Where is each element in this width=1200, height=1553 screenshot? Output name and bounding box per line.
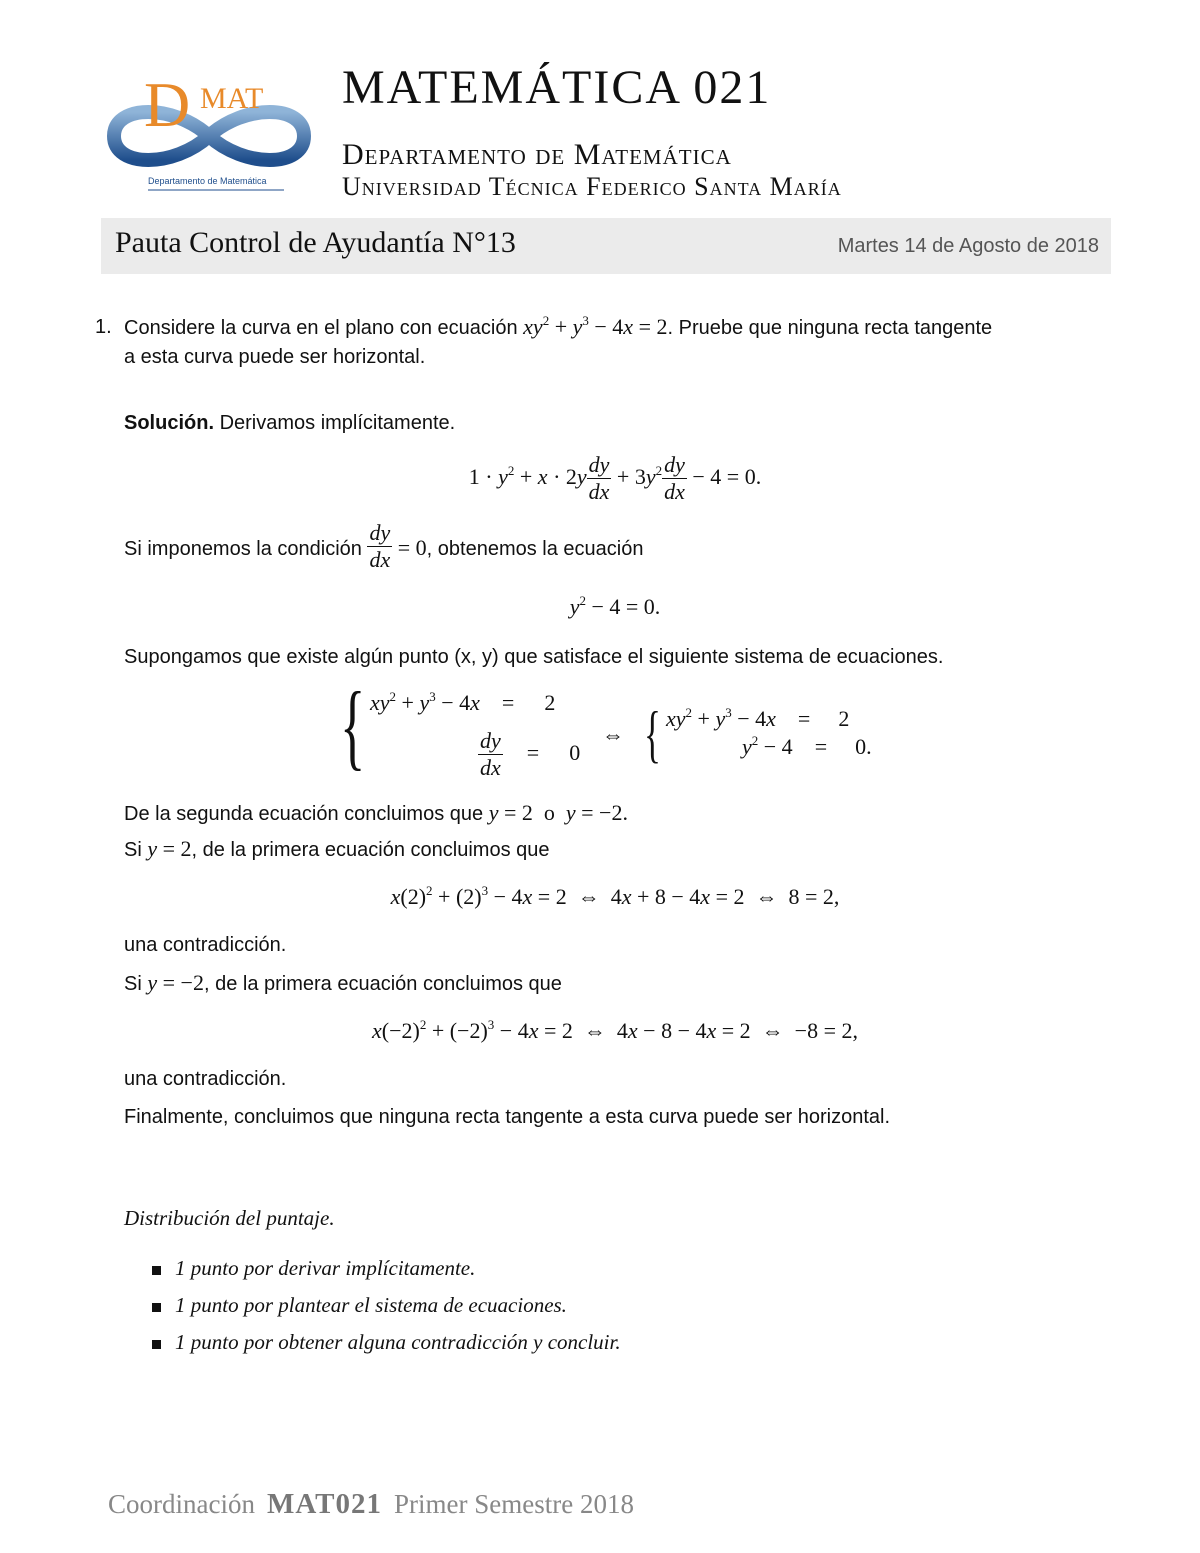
solution-label: Solución. xyxy=(124,412,214,434)
equation-system xyxy=(340,672,940,784)
document-title: Pauta Control de Ayudantía N°13 xyxy=(115,226,516,259)
condition-text-a: Si imponemos la condición xyxy=(124,537,362,560)
statement-text-a: Considere la curva en el plano con ecuación xyxy=(124,317,518,339)
problem-number: 1. xyxy=(95,316,112,338)
scoring-list xyxy=(152,1256,621,1367)
curve-equation: $xy^2 + y^3 - 4x = 2$ xyxy=(523,313,668,339)
case1-text-b: , de la primera ecuación concluimos que xyxy=(191,839,550,861)
suppose-text: Supongamos que existe algún punto (x, y) que satisface el siguiente sistema de ecuaciones. xyxy=(124,646,944,668)
course-title: MATEMÁTICA 021 xyxy=(342,61,772,114)
system2-eq1: $xy^2 + y^3 - 4x = 2$ xyxy=(666,705,850,731)
footer-course-code: MAT021 xyxy=(266,1488,382,1520)
case2-text-a: Si xyxy=(124,973,142,995)
statement-line2: a esta curva puede ser horizontal. xyxy=(124,346,426,368)
left-brace: { xyxy=(340,672,366,779)
bullet-icon xyxy=(152,1340,161,1349)
footer xyxy=(108,1488,634,1521)
right-brace: { xyxy=(644,698,661,769)
condition-text-b: , obtenemos la ecuación xyxy=(426,537,644,560)
derivative-equation: $1 \cdot y^2 + x \cdot 2y$ $\frac{dy}{dx}$ + $3y^2$ $\frac{dy}{dx}$ − 4 = 0. xyxy=(468,452,762,504)
case2-text-b: , de la primera ecuación concluimos que xyxy=(203,973,562,995)
problem-statement xyxy=(124,314,992,341)
solution-intro xyxy=(124,410,455,436)
scoring-item: 1 punto por plantear el sistema de ecuaciones. xyxy=(152,1293,621,1330)
dmat-logo-graphic xyxy=(104,74,314,200)
case1-text-a: Si xyxy=(124,839,142,861)
bullet-icon xyxy=(152,1266,161,1275)
contradiction-2: una contradicción. xyxy=(124,1068,287,1090)
title-bar xyxy=(101,218,1111,274)
case2-equation: $x(-2)^2 + (-2)^3 - 4x = 2$ ⇔ 4x − 8 − 4x = 2 ⇔ −8 = 2, xyxy=(372,1017,858,1043)
university-name: Universidad Técnica Federico Santa María xyxy=(342,172,842,201)
second-eq-text: De la segunda ecuación concluimos que xyxy=(124,803,484,825)
system1-eq1: $xy^2 + y^3 - 4x = 2$ xyxy=(370,689,556,715)
case1-equation: $x(2)^2 + (2)^3 - 4x = 2$ ⇔ 4x + 8 − 4x = 2 ⇔ 8 = 2, xyxy=(390,883,840,909)
second-equation-conclusion: De la segunda ecuación concluimos que y = 2 o y = −2. xyxy=(124,800,628,825)
footer-left: Coordinación xyxy=(108,1489,255,1519)
solution-intro-text: Derivamos implícitamente. xyxy=(219,412,456,434)
bullet-icon xyxy=(152,1303,161,1312)
scoring-item: 1 punto por derivar implícitamente. xyxy=(152,1256,621,1293)
case-y-minus-2: Si y = −2, de la primera ecuación concluimos que xyxy=(124,970,562,995)
footer-semester: Primer Semestre 2018 xyxy=(394,1489,634,1519)
condition-line: Si imponemos la condición $\frac{dy}{dx}$ = 0, obtenemos la ecuación xyxy=(124,520,644,572)
dmat-logo xyxy=(104,74,314,200)
statement-text-b: . Pruebe que ninguna recta tangente xyxy=(667,317,993,339)
system2-eq2: $y^2 - 4 = 0$. xyxy=(742,733,872,759)
equivalence-arrow: ⇔ xyxy=(602,722,624,747)
department-name: Departamento de Matemática xyxy=(342,138,732,171)
contradiction-1: una contradicción. xyxy=(124,934,287,956)
document-date: Martes 14 de Agosto de 2018 xyxy=(837,235,1099,257)
logo-initial: D xyxy=(144,74,191,140)
logo-subtitle: Departamento de Matemática xyxy=(148,176,267,186)
y-squared-equation: $y^2 - 4 = 0$. xyxy=(569,593,661,619)
logo-text: MAT xyxy=(200,82,264,115)
final-conclusion: Finalmente, concluimos que ninguna recta tangente a esta curva puede ser horizontal. xyxy=(124,1106,891,1128)
case-y-2: Si y = 2, de la primera ecuación concluimos que xyxy=(124,836,550,861)
system1-eq2: $\frac{dy}{dx}$ = 0 xyxy=(480,728,581,780)
scoring-item: 1 punto por obtener alguna contradicción y concluir. xyxy=(152,1330,621,1367)
scoring-heading: Distribución del puntaje. xyxy=(124,1206,335,1230)
